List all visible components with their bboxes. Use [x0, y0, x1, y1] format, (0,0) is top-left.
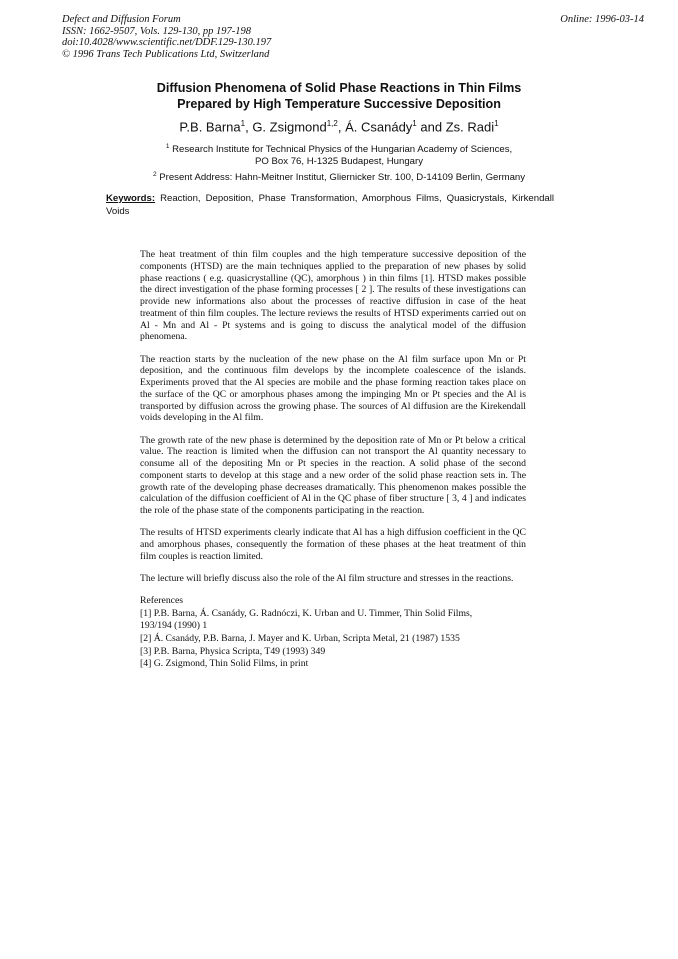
author-name: Zs. Radi: [445, 119, 495, 135]
keywords: [106, 193, 554, 218]
reference-item: [3] P.B. Barna, Physica Scripta, T49 (1993) 349: [140, 645, 326, 657]
present-address-text: Present Address: Hahn-Meitner Institut, Gliernicker Str. 100, D-14109 Berlin, Germany: [159, 172, 526, 184]
reference-item: [4] G. Zsigmond, Thin Solid Films, in print: [140, 658, 309, 670]
journal-name: Defect and Diffusion Forum: [62, 14, 181, 25]
affiliation-line-1: Research Institute for Technical Physics of the Hungarian Academy of Sciences,: [172, 144, 513, 156]
abstract-paragraph: The growth rate of the new phase is determined by the deposition rate of Mn or Pt below a critical value. The reaction is limited when the diffusion can not transport the Al quantity necessary to consume all of the depositing Mn or Pt species in the reaction. A solid phase of the second component starts to develop at this stage and a new order of the solid phase reaction sets in. The growth rate of the developing phase decreases dramatically. This phenomenon makes possible the calculation of the diffusion coefficient of Al in the QC phase of fiber structure [ 3, 4 ] and indicates the role of the phase state of the components participating in the reaction.: [140, 434, 526, 516]
paper-title: [0, 80, 678, 112]
author-conjunction: and: [420, 119, 443, 135]
abstract-paragraph: The reaction starts by the nucleation of the new phase on the Al film surface upon Mn or Pt deposition, and the continuous film develops by the incomplete coalescence of the islands. Experiments proved that the Al species are mobile and the phase forming reaction takes place on the surface of the QC or amorphous phases among the impinging Mn or Pt species and the Al is transported by diffusion across the growing phase. The sources of Al diffusion are the Kirekendall voids developing in the Al film.: [140, 353, 526, 424]
author-name: P.B. Barna: [179, 119, 241, 135]
online-date: Online: 1996-03-14: [560, 14, 644, 25]
title-line-2: Prepared by High Temperature Successive Deposition: [177, 97, 501, 111]
author-name: Á. Csanády: [345, 119, 413, 135]
reference-item: [2] Á. Csanády, P.B. Barna, J. Mayer and K. Urban, Scripta Metal, 21 (1987) 1535: [140, 633, 460, 645]
affil-mark: 1: [165, 143, 170, 150]
title-line-1: Diffusion Phenomena of Solid Phase Reactions in Thin Films: [156, 81, 522, 95]
abstract-paragraph: The results of HTSD experiments clearly indicate that Al has a high diffusion coefficient in the QC and amorphous phases, consequently the formation of these phases at the heat treatment of thin film couples is reaction limited.: [140, 527, 526, 562]
references: [140, 595, 526, 671]
author-name: G. Zsigmond: [252, 119, 327, 135]
keywords-text: Reaction, Deposition, Phase Transformation, Amorphous Films, Quasicrystals, Kirkendall Voids: [106, 193, 554, 217]
author-affil-mark: 1: [240, 119, 246, 128]
abstract-body: [140, 249, 526, 671]
reference-item-continued: 193/194 (1990) 1: [140, 620, 208, 632]
references-heading: References: [140, 595, 184, 607]
issn-line: ISSN: 1662-9507, Vols. 129-130, pp 197-198: [62, 25, 251, 37]
author-affil-mark: 1: [412, 119, 417, 128]
affil-mark: 2: [152, 171, 157, 178]
copyright-line: © 1996 Trans Tech Publications Ltd, Switzerland: [62, 48, 270, 60]
reference-item: [1] P.B. Barna, Á. Csanády, G. Radnóczi, K. Urban and U. Timmer, Thin Solid Films,: [140, 607, 473, 619]
author-affil-mark: 1: [494, 119, 499, 128]
affiliation-line-2: PO Box 76, H-1325 Budapest, Hungary: [255, 156, 423, 168]
keywords-label: Keywords:: [106, 193, 156, 204]
present-address: [0, 171, 678, 183]
doi-link[interactable]: doi:10.4028/www.scientific.net/DDF.129-130.197: [62, 37, 272, 49]
affiliation: [0, 141, 678, 169]
author-list: P.B. Barna$^1$, G. Zsigmond$^{1,2}$, Á. Csanády$^1$ and Zs. Radi$^1$: [179, 119, 499, 135]
journal-header: [62, 14, 271, 60]
abstract-paragraph: The lecture will briefly discuss also the role of the Al film structure and stresses in the reactions.: [140, 573, 514, 584]
author-affil-mark: 1,2: [326, 119, 338, 128]
abstract-paragraph: The heat treatment of thin film couples and the high temperature successive deposition of the components (HTSD) are the main techniques applied to the preparation of new phases by solid phase reactions ( e.g. quasicrystalline (QC), amorphous ) in thin films [1]. HTSD makes possible the direct investigation of the phase forming processes [ 2 ]. The results of these investigations can provide new informations also about the processes of reactive diffusion in case of the heat treatment of thin film couples. The lecture reviews the results of HTSD experiments carried out on Al - Mn and Al - Pt systems and is going to discuss the analytical model of the diffusion phenomena.: [140, 249, 526, 343]
